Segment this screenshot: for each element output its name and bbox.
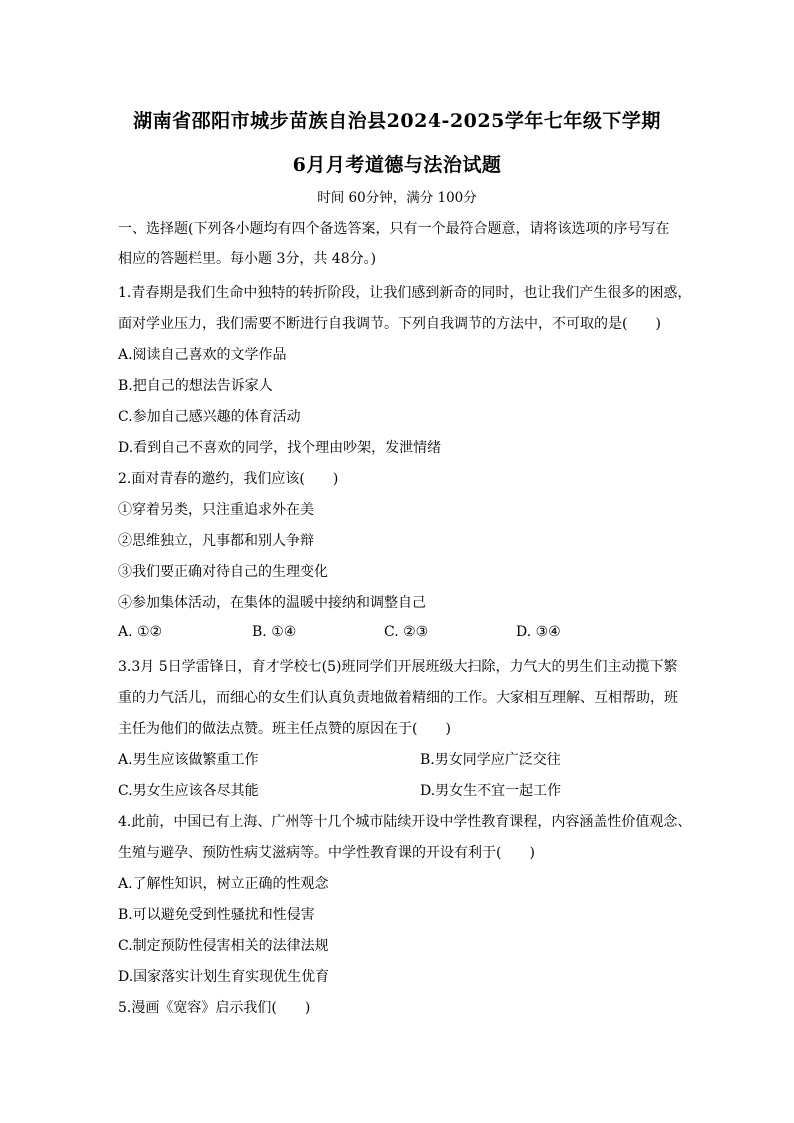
q3-stem-line3: 主任为他们的做法点赞。班主任点赞的原因在于( ) <box>118 721 451 737</box>
q2-statement-3: ③我们要正确对待自己的生理变化 <box>118 564 328 580</box>
q3-stem-line2: 重的力气活儿，而细心的女生们认真负责地做着精细的工作。大家相互理解、互相帮助，班 <box>118 690 678 706</box>
q4-option-c: C.制定预防性侵害相关的法律法规 <box>118 938 329 954</box>
q2-option-a: A. ①② <box>118 624 163 640</box>
q2-stem: 2.面对青春的邀约，我们应该( ) <box>118 471 339 487</box>
exam-title-line1: 湖南省邵阳市城步苗族自治县2024-2025学年七年级下学期 <box>133 110 661 132</box>
q2-statement-4: ④参加集体活动，在集体的温暖中接纳和调整自己 <box>118 595 426 611</box>
q2-statement-1: ①穿着另类，只注重追求外在美 <box>118 502 314 518</box>
exam-title-line2: 6月月考道德与法治试题 <box>292 154 502 176</box>
q3-option-b: B.男女同学应广泛交往 <box>420 752 561 768</box>
q3-option-a: A.男生应该做繁重工作 <box>118 752 259 768</box>
q4-option-a: A.了解性知识，树立正确的性观念 <box>118 876 329 892</box>
q1-option-c: C.参加自己感兴趣的体育活动 <box>118 409 301 425</box>
q4-option-d: D.国家落实计划生育实现优生优育 <box>118 969 330 985</box>
q4-option-b: B.可以避免受到性骚扰和性侵害 <box>118 907 315 923</box>
q1-stem-line2: 面对学业压力，我们需要不断进行自我调节。下列自我调节的方法中，不可取的是( ) <box>118 316 661 332</box>
section-instruction-line2: 相应的答题栏里。每小题 3分，共 48分。) <box>118 251 377 267</box>
q2-option-d: D. ③④ <box>516 624 561 640</box>
q2-statement-2: ②思维独立，凡事都和别人争辩 <box>118 533 314 549</box>
section-instruction-line1: 一、选择题(下列各小题均有四个备选答案，只有一个最符合题意，请将该选项的序号写在 <box>118 221 670 237</box>
q1-stem-line1: 1.青春期是我们生命中独特的转折阶段，让我们感到新奇的同时，也让我们产生很多的困惑， <box>118 285 692 301</box>
q5-stem: 5.漫画《宽容》启示我们( ) <box>118 1000 311 1016</box>
q2-option-c: C. ②③ <box>384 624 429 640</box>
q1-option-d: D.看到自己不喜欢的同学，找个理由吵架，发泄情绪 <box>118 440 442 456</box>
q3-option-d: D.男女生不宜一起工作 <box>420 783 562 799</box>
q1-option-b: B.把自己的想法告诉家人 <box>118 378 273 394</box>
q2-option-b: B. ①④ <box>252 624 297 640</box>
q3-stem-line1: 3.3月 5日学雷锋日，育才学校七(5)班同学们开展班级大扫除，力气大的男生们主动揽下繁 <box>118 659 678 675</box>
q4-stem-line1: 4.此前，中国已有上海、广州等十几个城市陆续开设中学性教育课程，内容涵盖性价值观念、 <box>118 814 692 830</box>
q3-option-c: C.男女生应该各尽其能 <box>118 783 259 799</box>
q1-option-a: A.阅读自己喜欢的文学作品 <box>118 347 287 363</box>
q4-stem-line2: 生殖与避孕、预防性病艾滋病等。中学性教育课的开设有利于( ) <box>118 845 535 861</box>
exam-time-score: 时间 60分钟，满分 100分 <box>317 190 477 206</box>
